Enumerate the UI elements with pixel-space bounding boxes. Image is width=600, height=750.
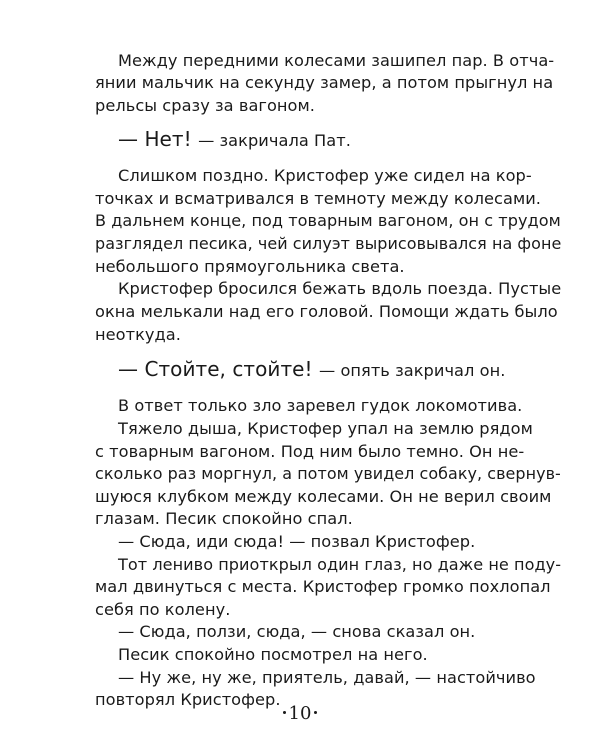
text-line: янии мальчик на секунду замер, а потом прыгнул на	[95, 73, 554, 92]
text-line: — Ну же, ну же, приятель, давай, — настойчиво	[118, 668, 536, 687]
page-number-dot-right	[314, 711, 317, 714]
text-line: глазам. Песик спокойно спал.	[95, 509, 353, 528]
text-line: Тяжело дыша, Кристофер упал на землю рядом	[118, 419, 533, 438]
dialogue-exclamation: — Нет!	[118, 127, 192, 151]
text-line: Между передними колесами зашипел пар. В отча-	[118, 51, 555, 70]
text-line: Песик спокойно посмотрел на него.	[118, 645, 428, 664]
dialogue-attribution: — закричала Пат.	[198, 131, 351, 150]
text-line: рельсы сразу за вагоном.	[95, 96, 315, 115]
text-line: неоткуда.	[95, 325, 181, 344]
text-line: мал двинуться с места. Кристофер громко похлопал	[95, 577, 551, 596]
text-line: разглядел песика, чей силуэт вырисовывался на фоне	[95, 234, 562, 253]
text-line: В ответ только зло заревел гудок локомотива.	[118, 396, 523, 415]
text-line: Тот лениво приоткрыл один глаз, но даже не поду-	[118, 555, 562, 574]
text-line: точках и всматривался в темноту между колесами.	[95, 189, 542, 208]
text-line: себя по колену.	[95, 600, 231, 619]
page-number-dot-left	[283, 711, 286, 714]
text-line: Кристофер бросился бежать вдоль поезда. Пустые	[118, 279, 562, 298]
text-line: окна мелькали над его головой. Помощи ждать было	[95, 302, 558, 321]
text-line: повторял Кристофер.	[95, 690, 281, 709]
dialogue-attribution: — опять закричал он.	[319, 361, 506, 380]
dialogue-exclamation: — Стойте, стойте!	[118, 357, 313, 381]
dialogue-line	[118, 356, 505, 384]
text-line: Слишком поздно. Кристофер уже сидел на кор-	[118, 166, 532, 185]
dialogue-line	[118, 126, 351, 154]
text-line: небольшого прямоугольника света.	[95, 257, 405, 276]
text-line: — Сюда, иди сюда! — позвал Кристофер.	[118, 532, 476, 551]
text-line: с товарным вагоном. Под ним было темно. Он не-	[95, 442, 525, 461]
page-number-value: 10	[288, 703, 312, 724]
text-line: — Сюда, ползи, сюда, — снова сказал он.	[118, 622, 476, 641]
text-line: В дальнем конце, под товарным вагоном, он с трудом	[95, 211, 561, 230]
page-number	[0, 703, 600, 724]
text-line: сколько раз моргнул, а потом увидел собаку, свернув-	[95, 464, 561, 483]
text-line: шуюся клубком между колесами. Он не верил своим	[95, 487, 552, 506]
